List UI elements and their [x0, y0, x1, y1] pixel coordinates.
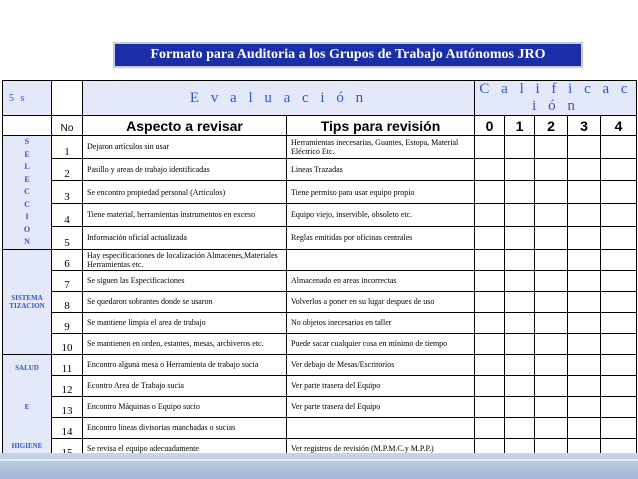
- aspect-text: Hay especificaciones de localización Almacenes,Materiales Herramientas etc.: [83, 249, 287, 270]
- aspect-text: Encontro Máquinas o Equipo sucio: [83, 396, 287, 417]
- row-number: 12: [52, 375, 83, 396]
- row-number: 2: [52, 158, 83, 181]
- aspect-text: Se mantiene limpia el area de trabajo: [83, 312, 287, 333]
- score-cell[interactable]: [568, 204, 601, 227]
- section-e: E: [24, 402, 30, 411]
- aspect-text: Encontro alguna mesa o Herramienta de trabajo sucia: [83, 354, 287, 375]
- score-cell[interactable]: [535, 181, 568, 204]
- audit-table: [2, 80, 637, 460]
- score-cell[interactable]: [505, 417, 535, 438]
- section-salud: SALUD: [15, 363, 39, 372]
- row-number: 1: [52, 136, 83, 159]
- header-calificacion: C a l i f i c a c i ó n: [475, 81, 637, 116]
- aspect-text: Se siguen las Especificaciones: [83, 270, 287, 291]
- tip-text: Ver parte trasera del Equipo: [287, 396, 475, 417]
- score-cell[interactable]: [505, 291, 535, 312]
- header-evaluacion: E v a l u a c i ó n: [83, 81, 475, 116]
- score-header-4: 4: [601, 116, 637, 136]
- section-seleccion: S E L E C C I O N: [3, 136, 52, 250]
- section-salud-e-higiene: [3, 354, 52, 459]
- row-number: 11: [52, 354, 83, 375]
- aspect-text: Dejaron artículos sin usar: [83, 136, 287, 159]
- tip-text: [287, 417, 475, 438]
- score-cell[interactable]: [535, 204, 568, 227]
- row-number: 5: [52, 226, 83, 249]
- tip-text: [287, 249, 475, 270]
- score-cell[interactable]: [475, 375, 505, 396]
- score-cell[interactable]: [505, 354, 535, 375]
- tip-text: Ver registros de revisión (M.P.M.C.y M.P.P.): [287, 438, 475, 459]
- score-cell[interactable]: [535, 354, 568, 375]
- tip-text: Tiene permiso para usar equipo propio: [287, 181, 475, 204]
- row-number: 4: [52, 204, 83, 227]
- score-cell[interactable]: [568, 354, 601, 375]
- score-cell[interactable]: [475, 312, 505, 333]
- score-cell[interactable]: [535, 158, 568, 181]
- score-cell[interactable]: [535, 333, 568, 354]
- table-row: [3, 333, 637, 354]
- score-cell[interactable]: [601, 226, 637, 249]
- score-cell[interactable]: [535, 226, 568, 249]
- score-cell[interactable]: [568, 417, 601, 438]
- score-cell[interactable]: [568, 312, 601, 333]
- table-row: [3, 136, 637, 159]
- score-cell[interactable]: [475, 181, 505, 204]
- score-cell[interactable]: [601, 136, 637, 159]
- score-cell[interactable]: [475, 333, 505, 354]
- score-cell[interactable]: [475, 417, 505, 438]
- aspect-text: Se encontro propiedad personal (Articulos): [83, 181, 287, 204]
- table-row: [3, 375, 637, 396]
- table-row: [3, 270, 637, 291]
- score-cell[interactable]: [505, 181, 535, 204]
- score-cell[interactable]: [601, 291, 637, 312]
- row-number: 6: [52, 249, 83, 270]
- score-cell[interactable]: [505, 204, 535, 227]
- tip-text: Lineas Trazadas: [287, 158, 475, 181]
- tip-text: Ver debajo de Mesas/Escritorios: [287, 354, 475, 375]
- score-cell[interactable]: [535, 312, 568, 333]
- tip-text: No objetos inecesarios en taller: [287, 312, 475, 333]
- score-cell[interactable]: [505, 136, 535, 159]
- section-sistematizacion: SISTEMA TIZACION: [3, 249, 52, 354]
- tip-text: Almacenado en areas incorrectas: [287, 270, 475, 291]
- score-cell[interactable]: [535, 270, 568, 291]
- score-cell[interactable]: [505, 312, 535, 333]
- table-row: [3, 291, 637, 312]
- section-higiene: HIGIENE: [11, 441, 43, 450]
- row-number: 10: [52, 333, 83, 354]
- score-cell[interactable]: [475, 249, 505, 270]
- tip-text: Ver parte trasera del Equipo: [287, 375, 475, 396]
- score-cell[interactable]: [475, 158, 505, 181]
- score-cell[interactable]: [505, 270, 535, 291]
- header-5s: 5 s: [3, 81, 52, 116]
- header-no: No: [60, 122, 74, 134]
- score-cell[interactable]: [535, 136, 568, 159]
- score-cell[interactable]: [475, 204, 505, 227]
- tip-text: Equipo viejo, inservible, obsoleto etc.: [287, 204, 475, 227]
- score-cell[interactable]: [475, 226, 505, 249]
- score-cell[interactable]: [601, 249, 637, 270]
- score-header-0: 0: [475, 116, 505, 136]
- header-aspecto: Aspecto a revisar: [83, 116, 287, 136]
- table-row: [3, 181, 637, 204]
- score-cell[interactable]: [601, 204, 637, 227]
- score-cell[interactable]: [568, 375, 601, 396]
- score-cell[interactable]: [601, 181, 637, 204]
- score-cell[interactable]: [601, 354, 637, 375]
- score-cell[interactable]: [601, 158, 637, 181]
- score-cell[interactable]: [601, 312, 637, 333]
- score-cell[interactable]: [568, 181, 601, 204]
- table-row: [3, 312, 637, 333]
- score-cell[interactable]: [535, 249, 568, 270]
- score-cell[interactable]: [505, 249, 535, 270]
- score-cell[interactable]: [601, 396, 637, 417]
- aspect-text: Información oficial actualizada: [83, 226, 287, 249]
- score-cell[interactable]: [505, 375, 535, 396]
- score-cell[interactable]: [568, 291, 601, 312]
- tip-text: Herramientas inecesarias, Guantes, Estopa, Material Eléctrico Etc.: [287, 136, 475, 159]
- score-cell[interactable]: [475, 354, 505, 375]
- score-cell[interactable]: [505, 333, 535, 354]
- tip-text: Reglas emitidas por oficinas centrales: [287, 226, 475, 249]
- aspect-text: Se quedaron sobrantes donde se usaron: [83, 291, 287, 312]
- score-cell[interactable]: [568, 270, 601, 291]
- score-cell[interactable]: [568, 249, 601, 270]
- score-cell[interactable]: [535, 291, 568, 312]
- score-header-1: 1: [505, 116, 535, 136]
- aspect-text: Pasillo y areas de trabajo identificadas: [83, 158, 287, 181]
- aspect-text: Tiene material, herramientas instrumentos en exceso: [83, 204, 287, 227]
- header-tips: Tips para revisión: [287, 116, 475, 136]
- score-cell[interactable]: [601, 270, 637, 291]
- score-cell[interactable]: [475, 396, 505, 417]
- tip-text: Puede sacar cualquier cosa en mínimo de tiempo: [287, 333, 475, 354]
- table-row: [3, 158, 637, 181]
- score-cell[interactable]: [505, 396, 535, 417]
- score-cell[interactable]: [601, 417, 637, 438]
- footer-decorative-bar: [0, 453, 638, 479]
- tip-text: Volverlos a poner en su lugar despues de uso: [287, 291, 475, 312]
- score-cell[interactable]: [535, 417, 568, 438]
- table-row: [3, 226, 637, 249]
- score-cell[interactable]: [475, 136, 505, 159]
- score-header-2: 2: [535, 116, 568, 136]
- row-number: 3: [52, 181, 83, 204]
- row-number: 9: [52, 312, 83, 333]
- score-cell[interactable]: [535, 375, 568, 396]
- table-row: [3, 354, 637, 375]
- score-cell[interactable]: [601, 375, 637, 396]
- row-number: 7: [52, 270, 83, 291]
- table-row: [3, 204, 637, 227]
- row-number: 8: [52, 291, 83, 312]
- score-cell[interactable]: [568, 226, 601, 249]
- aspect-text: Se revisa el equipo adecuadamente: [83, 438, 287, 459]
- aspect-text: Econtro Area de Trabajo sucia: [83, 375, 287, 396]
- score-cell[interactable]: [505, 158, 535, 181]
- score-cell[interactable]: [568, 333, 601, 354]
- aspect-text: Se mantienen en orden, estantes, mesas, archiveros etc.: [83, 333, 287, 354]
- score-cell[interactable]: [568, 136, 601, 159]
- score-cell[interactable]: [475, 270, 505, 291]
- table-row: [3, 396, 637, 417]
- table-row: [3, 249, 637, 270]
- row-number: 13: [52, 396, 83, 417]
- page-title: Formato para Auditoria a los Grupos de Trabajo Autónomos JRO: [113, 42, 583, 68]
- score-header-3: 3: [568, 116, 601, 136]
- table-row: [3, 417, 637, 438]
- score-cell[interactable]: [505, 226, 535, 249]
- aspect-text: Encontro lineas divisorias manchadas o sucias: [83, 417, 287, 438]
- score-cell[interactable]: [601, 333, 637, 354]
- score-cell[interactable]: [568, 158, 601, 181]
- row-number: 14: [52, 417, 83, 438]
- score-cell[interactable]: [535, 396, 568, 417]
- score-cell[interactable]: [475, 291, 505, 312]
- score-cell[interactable]: [568, 396, 601, 417]
